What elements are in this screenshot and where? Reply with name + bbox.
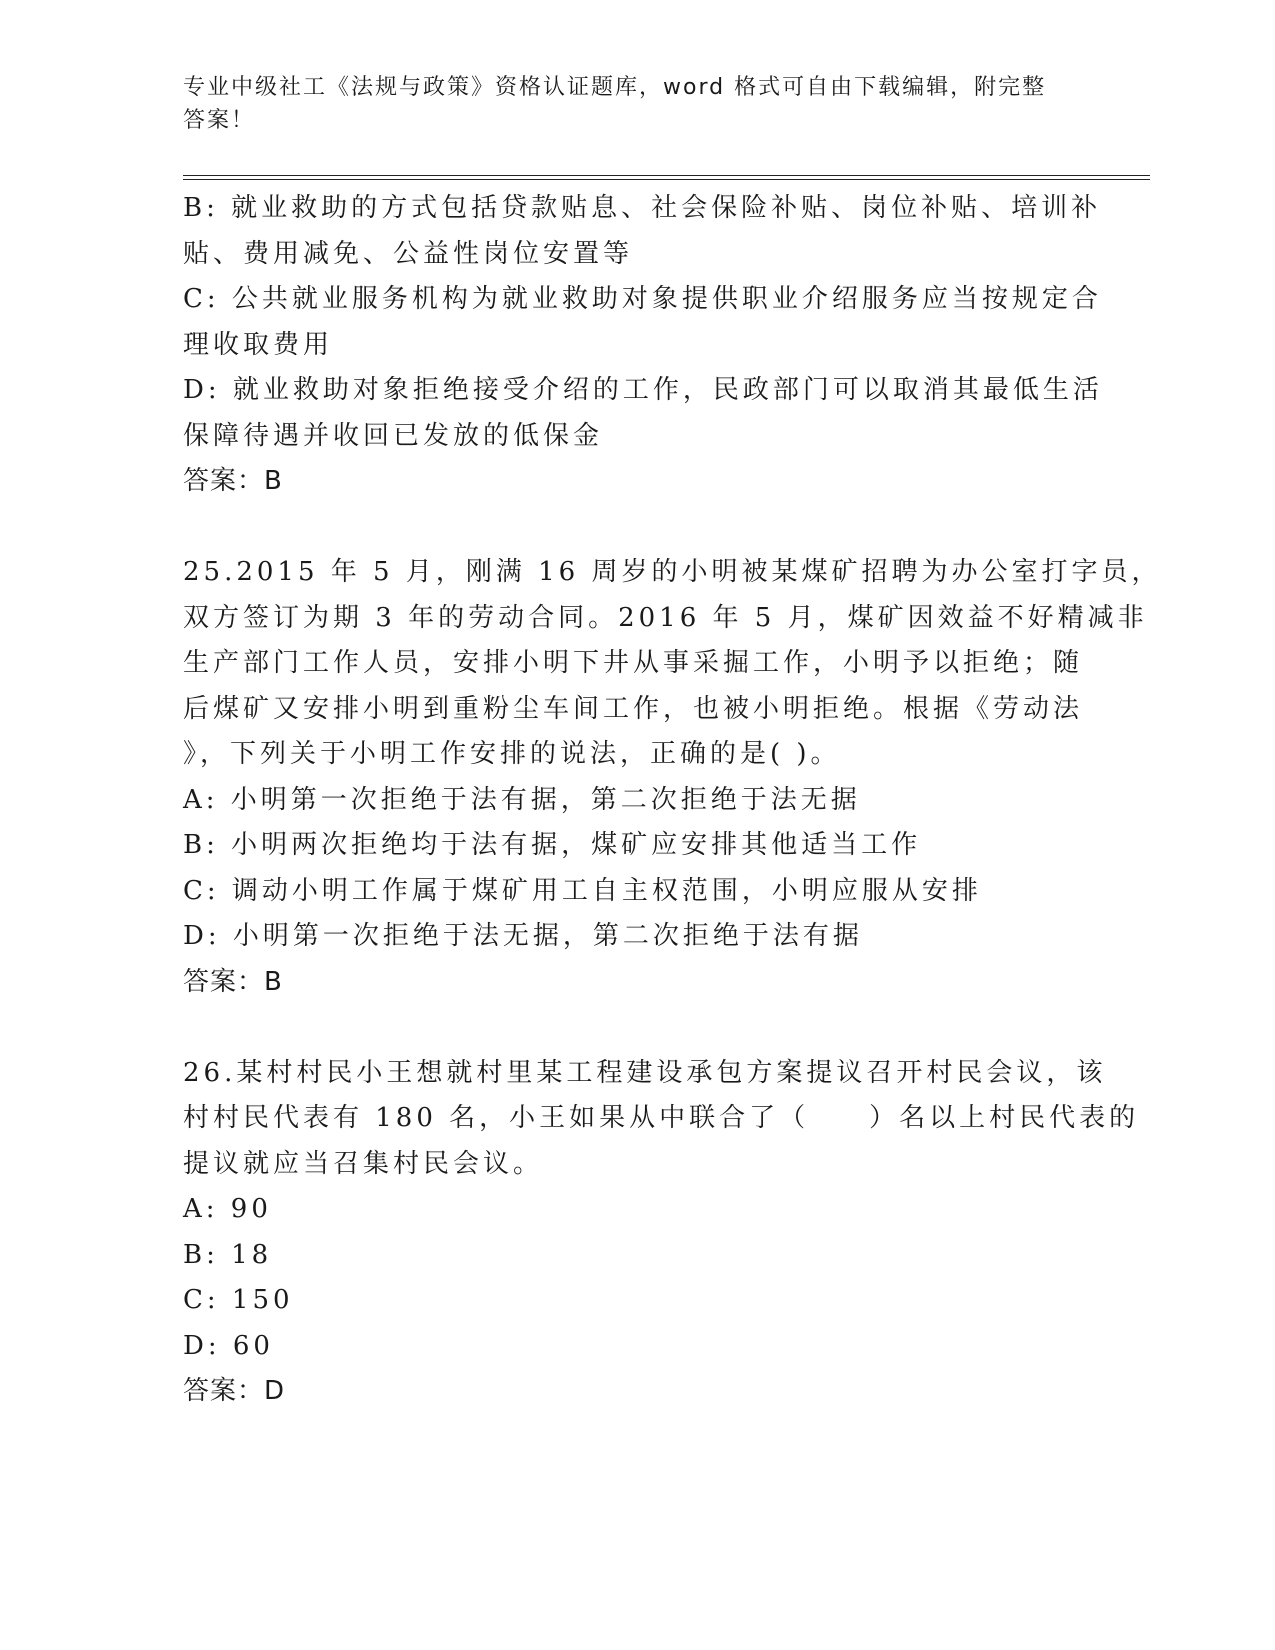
q26-option-a: A: 90 (183, 1194, 272, 1224)
spacer (183, 505, 1083, 551)
q25-stem-line-3: 生产部门工作人员，安排小明下井从事采掘工作，小明予以拒绝；随 (183, 648, 1084, 678)
header-title-line-2: 答案！ (183, 108, 256, 133)
q24-option-d-line-2: 保障待遇并收回已发放的低保金 (183, 420, 604, 451)
q25-stem-line-1: 25.2015 年 5 月，刚满 16 周岁的小明被某煤矿招聘为办公室打字员， (183, 557, 1162, 587)
q24-option-b-line-2: 贴、费用减免、公益性岗位安置等 (183, 238, 634, 269)
q24-option-c-line-1: C: 公共就业服务机构为就业救助对象提供职业介绍服务应当按规定合 (183, 284, 1102, 314)
question-24 (183, 186, 1103, 505)
q26-option-d: D: 60 (183, 1330, 274, 1361)
q24-option-d-line-1: D: 就业救助对象拒绝接受介绍的工作，民政部门可以取消其最低生活 (183, 375, 1103, 405)
question-content (183, 186, 1162, 1415)
q25-stem-line-5: 》，下列关于小明工作安排的说法，正确的是( )。 (183, 739, 841, 769)
q25-option-b: B: 小明两次拒绝均于法有据，煤矿应安排其他适当工作 (183, 830, 922, 860)
q25-option-a: A: 小明第一次拒绝于法有据，第二次拒绝于法无据 (183, 784, 861, 815)
question-26 (183, 1051, 1140, 1415)
q25-answer: 答案：B (183, 966, 283, 997)
q26-option-c: C: 150 (183, 1285, 294, 1315)
q26-stem-line-3: 提议就应当召集村民会议。 (183, 1148, 544, 1179)
q24-option-b-line-1: B: 就业救助的方式包括贷款贴息、社会保险补贴、岗位补贴、培训补 (183, 193, 1102, 223)
q26-stem-line-1: 26.某村村民小王想就村里某工程建设承包方案提议召开村民会议，该 (183, 1057, 1107, 1088)
q25-stem-line-4: 后煤矿又安排小明到重粉尘车间工作，也被小明拒绝。根据《劳动法 (183, 693, 1084, 724)
q24-answer: 答案：B (183, 466, 283, 496)
header-title-line-1: 专业中级社工《法规与政策》资格认证题库，word 格式可自由下载编辑，附完整 (183, 75, 1047, 100)
q25-option-d: D: 小明第一次拒绝于法无据，第二次拒绝于法有据 (183, 921, 863, 951)
q24-option-c-line-2: 理收取费用 (183, 329, 334, 360)
question-25 (183, 550, 1162, 1005)
q25-option-c: C: 调动小明工作属于煤矿用工自主权范围，小明应服从安排 (183, 875, 982, 906)
q26-stem-line-2: 村村民代表有 180 名，小王如果从中联合了（ ）名以上村民代表的 (183, 1103, 1140, 1133)
page-header (183, 71, 1063, 137)
q26-option-b: B: 18 (183, 1239, 273, 1270)
header-divider (183, 175, 1150, 180)
spacer (183, 1005, 1083, 1051)
q25-stem-line-2: 双方签订为期 3 年的劳动合同。2016 年 5 月，煤矿因效益不好精减非 (183, 602, 1148, 633)
q26-answer: 答案：D (183, 1376, 286, 1406)
